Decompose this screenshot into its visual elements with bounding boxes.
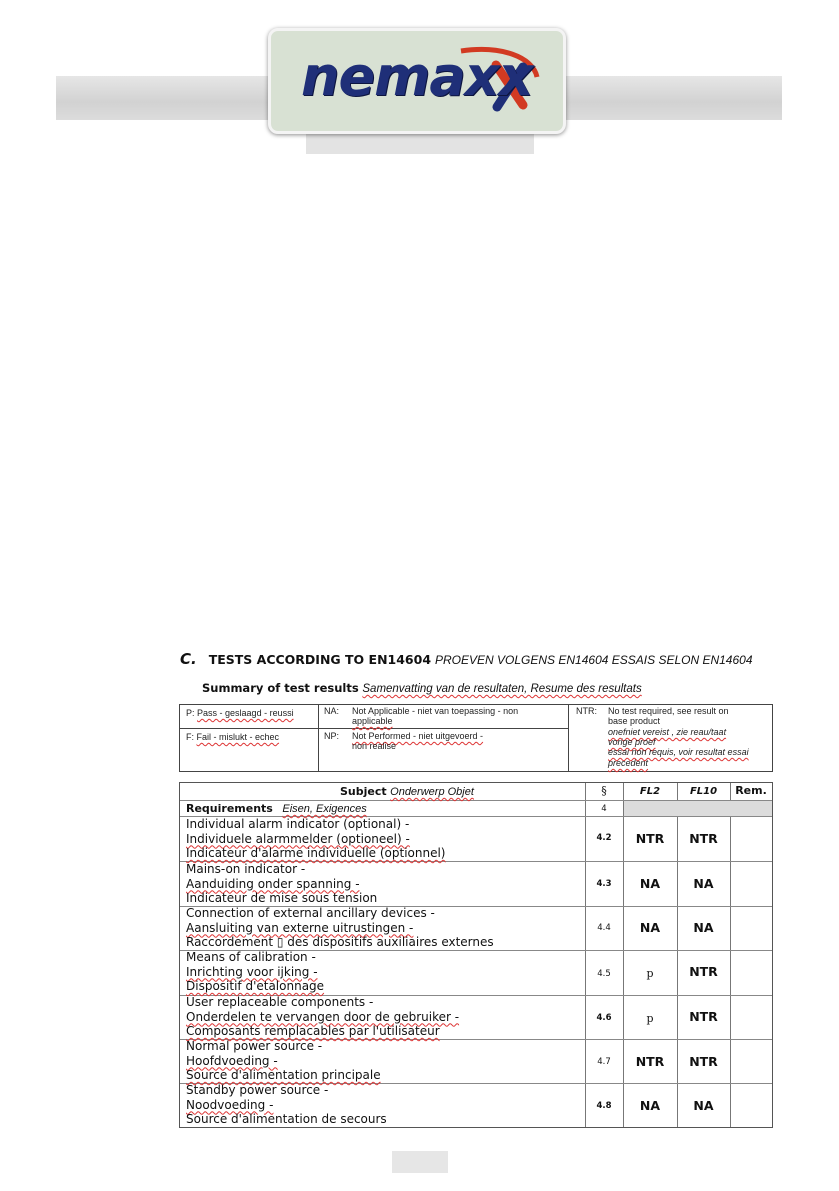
row-nl: Aansluiting van externe uitrustingen - <box>186 920 414 935</box>
summary-translation: Samenvatting van de resultaten, Resume des resultats <box>362 683 642 695</box>
legend-ntr-text-6: precedent <box>608 758 649 768</box>
row-fr: Indicateur d'alarme individuelle (optionnel) <box>186 846 446 860</box>
legend-ntr-text-5: essai non requis, voir resultat essai <box>608 747 749 757</box>
header-subject-label: Subject <box>340 785 387 798</box>
table-row <box>186 906 494 950</box>
header-subject <box>340 785 474 798</box>
requirements-label: Requirements <box>186 802 273 815</box>
results-table <box>179 782 773 1128</box>
legend-na-text-1: Not Applicable - niet van toepassing - non <box>352 706 519 716</box>
row-num: 4.4 <box>597 923 611 933</box>
row-fr: Source d'alimentation de secours <box>186 1112 387 1126</box>
row-fl10-result: NTR <box>689 1054 718 1069</box>
row-num: 4.7 <box>597 1057 611 1067</box>
row-num: 4.3 <box>596 879 612 889</box>
legend-np-text-1: Not Performed - niet uitgevoerd - <box>352 731 484 741</box>
legend-p <box>186 708 294 718</box>
row-fl2-result: p <box>646 967 654 980</box>
row-fl2-result: NTR <box>635 831 665 846</box>
legend-ntr-text-1: No test required, see result on <box>608 706 729 716</box>
legend-box <box>179 704 773 772</box>
row-fl2-result: NA <box>639 1098 661 1113</box>
row-num: 4.6 <box>596 1013 612 1023</box>
row-fl2-result: NA <box>639 920 661 935</box>
requirements-num: 4 <box>601 804 607 814</box>
row-num: 4.5 <box>597 969 611 979</box>
row-en: Means of calibration - <box>186 950 316 964</box>
row-en: Connection of external ancillary devices - <box>186 906 435 920</box>
legend-ntr-code: NTR: <box>576 706 597 716</box>
row-fl2-result: p <box>646 1012 654 1025</box>
footer-tab <box>392 1151 448 1173</box>
row-fl10-result: NTR <box>689 964 718 979</box>
legend-divider-v1 <box>318 705 319 771</box>
table-row <box>186 817 445 861</box>
row-nl: Individuele alarmmelder (optioneel) - <box>186 831 410 846</box>
header-fl2: FL2 <box>639 786 661 797</box>
table-row <box>186 995 459 1039</box>
row-nl: Aanduiding onder spanning - <box>186 876 360 891</box>
logo-text: nemaxx <box>301 45 533 108</box>
legend-f <box>186 732 279 742</box>
row-nl: Onderdelen te vervangen door de gebruiker - <box>186 1009 460 1024</box>
header-rem: Rem. <box>735 784 767 797</box>
legend-ntr-text-3: onefniet vereist , zie reau/taat <box>608 727 727 737</box>
row-en: Individual alarm indicator (optional) - <box>186 817 410 831</box>
row-num: 4.2 <box>596 833 612 843</box>
logo-plate <box>268 28 566 134</box>
row-en: Standby power source - <box>186 1083 329 1097</box>
legend-na-text-2: applicable <box>352 716 393 726</box>
row-fr: Source d'alimentation principale <box>186 1068 381 1082</box>
legend-na-code: NA: <box>324 706 340 716</box>
header-subject-trans: Onderwerp Objet <box>390 786 474 798</box>
section-title: TESTS ACCORDING TO EN14604 <box>208 652 432 667</box>
section-translations: PROEVEN VOLGENS EN14604 ESSAIS SELON EN14604 <box>435 653 753 667</box>
header-fl10: FL10 <box>689 786 718 797</box>
summary-heading <box>202 681 642 695</box>
row-fl2-result: NA <box>639 876 661 891</box>
row-fl2-result: NTR <box>635 1054 665 1069</box>
row-en: Normal power source - <box>186 1039 323 1053</box>
row-num: 4.8 <box>596 1101 612 1111</box>
row-fl10-result: NA <box>693 1098 714 1113</box>
legend-ntr-text-4: vorige proef <box>608 737 656 747</box>
requirements-shade <box>624 801 772 816</box>
table-row <box>186 1039 381 1083</box>
row-en: Mains-on indicator - <box>186 862 306 876</box>
legend-p-text: Pass - geslaagd - reussi <box>197 708 294 718</box>
col-line-rem <box>730 783 731 1127</box>
row-fl10-result: NA <box>693 876 714 891</box>
section-heading <box>180 650 780 668</box>
legend-divider-v2 <box>568 705 569 771</box>
legend-np-code: NP: <box>324 731 340 741</box>
row-nl: Inrichting voor ijking - <box>186 964 318 979</box>
legend-f-text: Fail - mislukt - echec <box>196 732 280 742</box>
requirements-row <box>186 802 367 815</box>
table-row <box>186 1083 387 1127</box>
summary-label: Summary of test results <box>202 681 359 695</box>
section-letter: C. <box>180 650 197 668</box>
header-section: § <box>601 784 607 797</box>
requirements-trans: Eisen, Exigences <box>282 803 367 815</box>
legend-divider-h <box>180 728 568 729</box>
table-row <box>186 950 324 994</box>
legend-ntr-text-2: base product <box>608 716 661 726</box>
table-row <box>186 862 377 906</box>
row-fl10-result: NA <box>693 920 714 935</box>
row-fr: Composants remplacables par l'utilisateur <box>186 1024 440 1038</box>
legend-f-code: F: <box>186 732 194 742</box>
row-en: User replaceable components - <box>186 995 374 1009</box>
row-nl: Noodvoeding - <box>186 1097 274 1112</box>
row-fr: Raccordement ▯ des dispositifs auxiliaires externes <box>186 935 494 949</box>
row-fr: Dispositif d'etalonnage <box>186 979 325 993</box>
row-fr: Indicateur de mise sous tension <box>186 891 378 905</box>
row-nl: Hoofdvoeding - <box>186 1053 278 1068</box>
row-fl10-result: NTR <box>689 831 718 846</box>
legend-np-text-2: non realise <box>352 741 397 751</box>
legend-p-code: P: <box>186 708 195 718</box>
row-fl10-result: NTR <box>689 1009 718 1024</box>
